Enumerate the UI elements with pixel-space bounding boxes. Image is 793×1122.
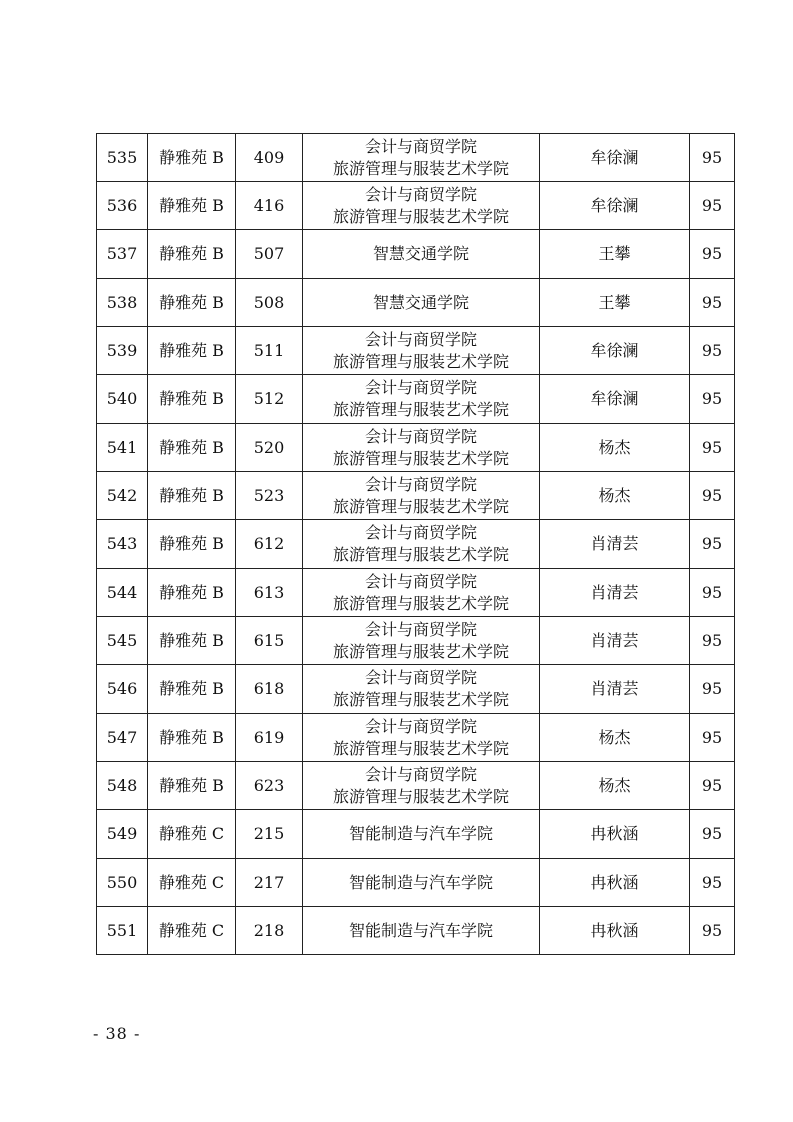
- person-cell: 肖清芸: [540, 520, 690, 569]
- building-cell: 静雅苑 C: [148, 810, 236, 859]
- college-cell: [303, 569, 540, 617]
- room-cell: 215: [236, 810, 303, 859]
- college-name: 智能制造与汽车学院: [348, 872, 493, 892]
- score-cell: 95: [690, 520, 735, 569]
- room-cell: 520: [236, 424, 303, 472]
- dorm-score-table: [96, 133, 735, 955]
- table-row: [97, 907, 735, 955]
- room-cell: 217: [236, 859, 303, 907]
- college-name: 旅游管理与服装艺术学院: [332, 738, 509, 758]
- score-cell: 95: [690, 859, 735, 907]
- college-name: 会计与商贸学院: [364, 523, 477, 542]
- college-name: 旅游管理与服装艺术学院: [332, 496, 509, 516]
- building-cell: 静雅苑 B: [148, 617, 236, 665]
- building-cell: 静雅苑 B: [148, 569, 236, 617]
- person-cell: 王攀: [540, 230, 690, 279]
- table-row: [97, 375, 735, 424]
- person-cell: 肖清芸: [540, 617, 690, 665]
- room-cell: 409: [236, 134, 303, 182]
- table-row: [97, 182, 735, 230]
- college-cell: [303, 424, 540, 472]
- college-name: 会计与商贸学院: [364, 329, 477, 349]
- table-row: [97, 810, 735, 859]
- room-cell: 507: [236, 230, 303, 279]
- building-cell: 静雅苑 B: [148, 230, 236, 279]
- room-cell: 512: [236, 375, 303, 424]
- row-number-cell: 541: [97, 424, 148, 472]
- table-row: [97, 279, 735, 327]
- score-cell: 95: [690, 424, 735, 472]
- college-name: 旅游管理与服装艺术学院: [332, 448, 509, 468]
- table-row: [97, 859, 735, 907]
- table-row: [97, 472, 735, 520]
- person-cell: 杨杰: [540, 714, 690, 762]
- college-name: 旅游管理与服装艺术学院: [332, 690, 509, 709]
- table-row: [97, 230, 735, 279]
- score-cell: 95: [690, 617, 735, 665]
- room-cell: 613: [236, 569, 303, 617]
- college-name: 旅游管理与服装艺术学院: [332, 158, 509, 178]
- college-name: 旅游管理与服装艺术学院: [332, 593, 509, 613]
- college-cell: [303, 762, 540, 810]
- college-name: 智慧交通学院: [372, 244, 469, 263]
- room-cell: 623: [236, 762, 303, 810]
- table-row: [97, 569, 735, 617]
- room-cell: 619: [236, 714, 303, 762]
- building-cell: 静雅苑 B: [148, 520, 236, 569]
- table-row: [97, 762, 735, 810]
- room-cell: 618: [236, 665, 303, 714]
- table-row: [97, 520, 735, 569]
- score-cell: 95: [690, 762, 735, 810]
- building-cell: 静雅苑 B: [148, 714, 236, 762]
- person-cell: 冉秋涵: [540, 859, 690, 907]
- building-cell: 静雅苑 B: [148, 472, 236, 520]
- table-row: [97, 424, 735, 472]
- room-cell: 523: [236, 472, 303, 520]
- room-cell: 511: [236, 327, 303, 375]
- row-number-cell: 550: [97, 859, 148, 907]
- row-number-cell: 538: [97, 279, 148, 327]
- college-cell: [303, 230, 540, 279]
- building-cell: 静雅苑 B: [148, 424, 236, 472]
- building-cell: 静雅苑 B: [148, 134, 236, 182]
- college-cell: [303, 375, 540, 424]
- score-cell: 95: [690, 810, 735, 859]
- college-name: 智能制造与汽车学院: [348, 824, 493, 843]
- college-cell: [303, 665, 540, 714]
- row-number-cell: 543: [97, 520, 148, 569]
- score-cell: 95: [690, 714, 735, 762]
- building-cell: 静雅苑 B: [148, 665, 236, 714]
- college-name: 智能制造与汽车学院: [348, 920, 493, 940]
- person-cell: 肖清芸: [540, 569, 690, 617]
- college-name: 会计与商贸学院: [364, 571, 477, 591]
- room-cell: 612: [236, 520, 303, 569]
- row-number-cell: 536: [97, 182, 148, 230]
- college-cell: [303, 472, 540, 520]
- college-cell: [303, 134, 540, 182]
- row-number-cell: 546: [97, 665, 148, 714]
- table-row: [97, 134, 735, 182]
- college-cell: [303, 617, 540, 665]
- college-cell: [303, 907, 540, 955]
- row-number-cell: 549: [97, 810, 148, 859]
- page-number: - 38 -: [93, 1024, 141, 1043]
- college-name: 会计与商贸学院: [364, 378, 477, 397]
- college-cell: [303, 714, 540, 762]
- college-name: 会计与商贸学院: [364, 619, 477, 639]
- person-cell: 牟徐澜: [540, 375, 690, 424]
- row-number-cell: 544: [97, 569, 148, 617]
- row-number-cell: 542: [97, 472, 148, 520]
- person-cell: 肖清芸: [540, 665, 690, 714]
- room-cell: 218: [236, 907, 303, 955]
- room-cell: 508: [236, 279, 303, 327]
- score-cell: 95: [690, 230, 735, 279]
- row-number-cell: 535: [97, 134, 148, 182]
- score-cell: 95: [690, 134, 735, 182]
- college-cell: [303, 520, 540, 569]
- row-number-cell: 540: [97, 375, 148, 424]
- score-cell: 95: [690, 569, 735, 617]
- college-name: 会计与商贸学院: [364, 184, 477, 204]
- building-cell: 静雅苑 C: [148, 907, 236, 955]
- person-cell: 牟徐澜: [540, 182, 690, 230]
- college-name: 旅游管理与服装艺术学院: [332, 400, 509, 419]
- score-cell: 95: [690, 182, 735, 230]
- score-cell: 95: [690, 279, 735, 327]
- college-cell: [303, 810, 540, 859]
- person-cell: 杨杰: [540, 472, 690, 520]
- college-name: 旅游管理与服装艺术学院: [332, 351, 509, 371]
- table-row: [97, 617, 735, 665]
- college-cell: [303, 279, 540, 327]
- building-cell: 静雅苑 B: [148, 375, 236, 424]
- college-name: 旅游管理与服装艺术学院: [332, 545, 509, 564]
- score-cell: 95: [690, 375, 735, 424]
- college-name: 会计与商贸学院: [364, 426, 477, 446]
- row-number-cell: 547: [97, 714, 148, 762]
- building-cell: 静雅苑 B: [148, 182, 236, 230]
- building-cell: 静雅苑 B: [148, 327, 236, 375]
- room-cell: 416: [236, 182, 303, 230]
- college-name: 智慧交通学院: [372, 292, 469, 312]
- college-name: 会计与商贸学院: [364, 474, 477, 494]
- college-cell: [303, 327, 540, 375]
- college-name: 会计与商贸学院: [364, 716, 477, 736]
- person-cell: 冉秋涵: [540, 907, 690, 955]
- score-cell: 95: [690, 472, 735, 520]
- college-name: 会计与商贸学院: [364, 764, 477, 784]
- college-cell: [303, 859, 540, 907]
- person-cell: 冉秋涵: [540, 810, 690, 859]
- score-cell: 95: [690, 327, 735, 375]
- table-row: [97, 665, 735, 714]
- row-number-cell: 537: [97, 230, 148, 279]
- score-cell: 95: [690, 907, 735, 955]
- row-number-cell: 551: [97, 907, 148, 955]
- building-cell: 静雅苑 C: [148, 859, 236, 907]
- row-number-cell: 548: [97, 762, 148, 810]
- person-cell: 牟徐澜: [540, 327, 690, 375]
- person-cell: 牟徐澜: [540, 134, 690, 182]
- row-number-cell: 539: [97, 327, 148, 375]
- table-row: [97, 327, 735, 375]
- row-number-cell: 545: [97, 617, 148, 665]
- room-cell: 615: [236, 617, 303, 665]
- person-cell: 王攀: [540, 279, 690, 327]
- person-cell: 杨杰: [540, 762, 690, 810]
- college-cell: [303, 182, 540, 230]
- building-cell: 静雅苑 B: [148, 279, 236, 327]
- college-name: 旅游管理与服装艺术学院: [332, 206, 509, 226]
- table-row: [97, 714, 735, 762]
- college-name: 会计与商贸学院: [364, 136, 477, 156]
- person-cell: 杨杰: [540, 424, 690, 472]
- college-name: 旅游管理与服装艺术学院: [332, 641, 509, 661]
- score-cell: 95: [690, 665, 735, 714]
- building-cell: 静雅苑 B: [148, 762, 236, 810]
- college-name: 旅游管理与服装艺术学院: [332, 786, 509, 806]
- college-name: 会计与商贸学院: [364, 668, 477, 687]
